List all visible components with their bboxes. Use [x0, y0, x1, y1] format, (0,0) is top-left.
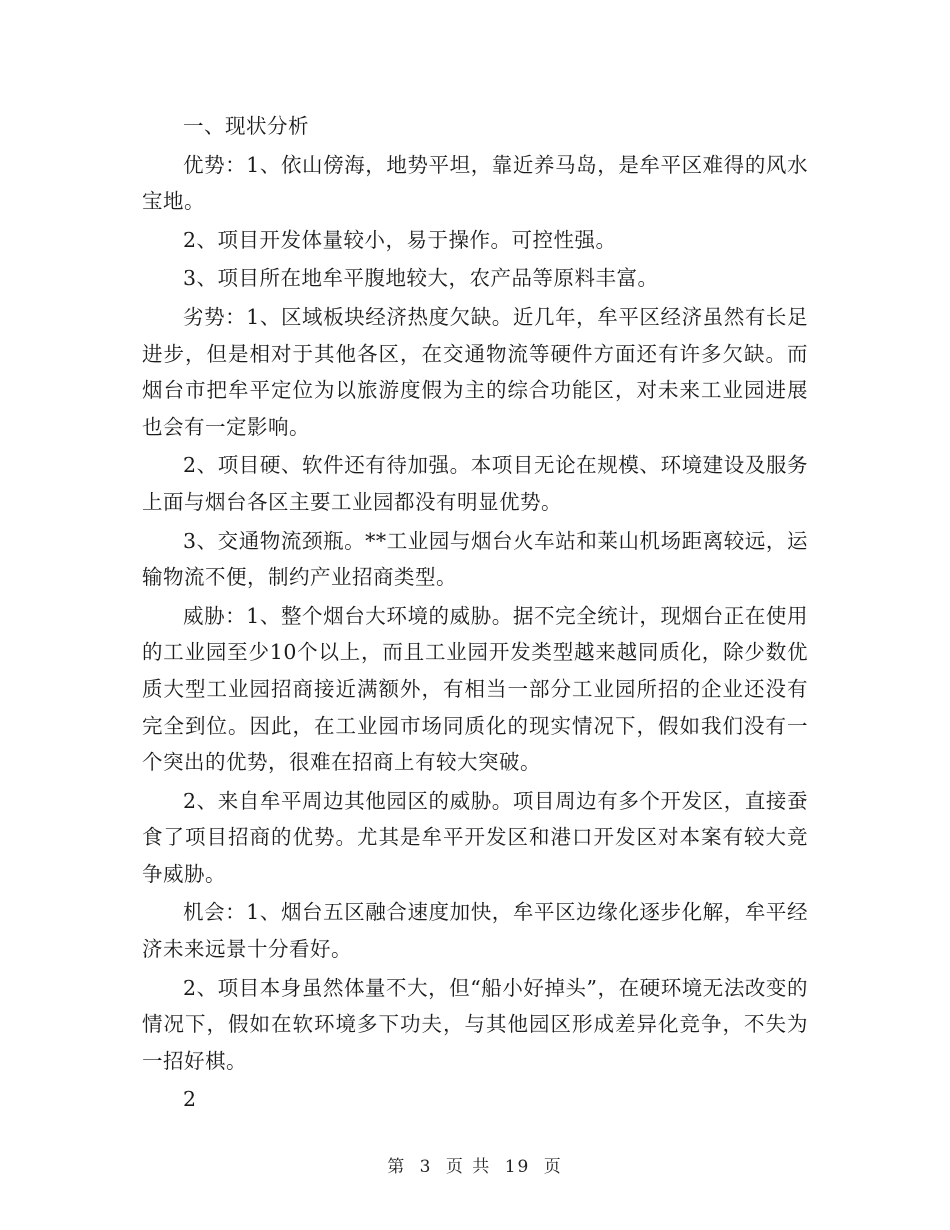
paragraph: 优势：1、依山傍海，地势平坦，靠近养马岛，是牟平区难得的风水宝地。 — [142, 152, 808, 214]
paragraph: 2、项目硬、软件还有待加强。本项目无论在规模、环境建设及服务上面与烟台各区主要工业园都没有明显优势。 — [142, 453, 808, 514]
document-body — [142, 108, 808, 1120]
paragraph: 3、项目所在地牟平腹地较大，农产品等原料丰富。 — [183, 266, 659, 291]
paragraph: 劣势：1、区域板块经济热度欠缺。近几年，牟平区经济虽然有长足进步，但是相对于其他各区，在交通物流等硬件方面还有许多欠缺。而烟台市把牟平定位为以旅游度假为主的综合功能区，对未来工业园进展也会有一定影响。 — [142, 304, 808, 439]
footer-prefix: 第 — [387, 1157, 407, 1177]
paragraph: 2、项目本身虽然体量不大，但“船小好掉头”，在硬环境无法改变的情况下，假如在软环境多下功夫，与其他园区形成差异化竞争，不失为一招好棋。 — [142, 975, 808, 1073]
paragraph: 机会：1、烟台五区融合速度加快，牟平区边缘化逐步化解，牟平经济未来远景十分看好。 — [142, 900, 808, 962]
paragraph: 3、交通物流颈瓶。**工业园与烟台火车站和莱山机场距离较远，运输物流不便，制约产业招商类型。 — [142, 528, 808, 590]
section-heading: 一、现状分析 — [183, 114, 309, 138]
footer-suffix: 页 — [543, 1157, 563, 1177]
paragraph: 2、项目开发体量较小，易于操作。可控性强。 — [183, 227, 617, 252]
page-footer — [0, 1152, 950, 1177]
paragraph: 威胁：1、整个烟台大环境的威胁。据不完全统计，现烟台正在使用的工业园至少10个以上，而且工业园开发类型越来越同质化，除少数优质大型工业园招商接近满额外，有相当一部分工业园所招的企业还没有完全到位。因此，在工业园市场同质化的现实情况下，假如我们没有一个突出的优势，很难在招商上有较大突破。 — [142, 603, 808, 775]
paragraph: 2、来自牟平周边其他园区的威胁。项目周边有多个开发区，直接蚕食了项目招商的优势。尤其是牟平开发区和港口开发区对本案有较大竞争威胁。 — [142, 788, 808, 886]
footer-page-number: 3 — [419, 1157, 433, 1177]
paragraph: 2 — [183, 1087, 197, 1112]
footer-total-pages: 19 — [504, 1157, 531, 1177]
footer-middle: 页 共 — [445, 1157, 492, 1177]
